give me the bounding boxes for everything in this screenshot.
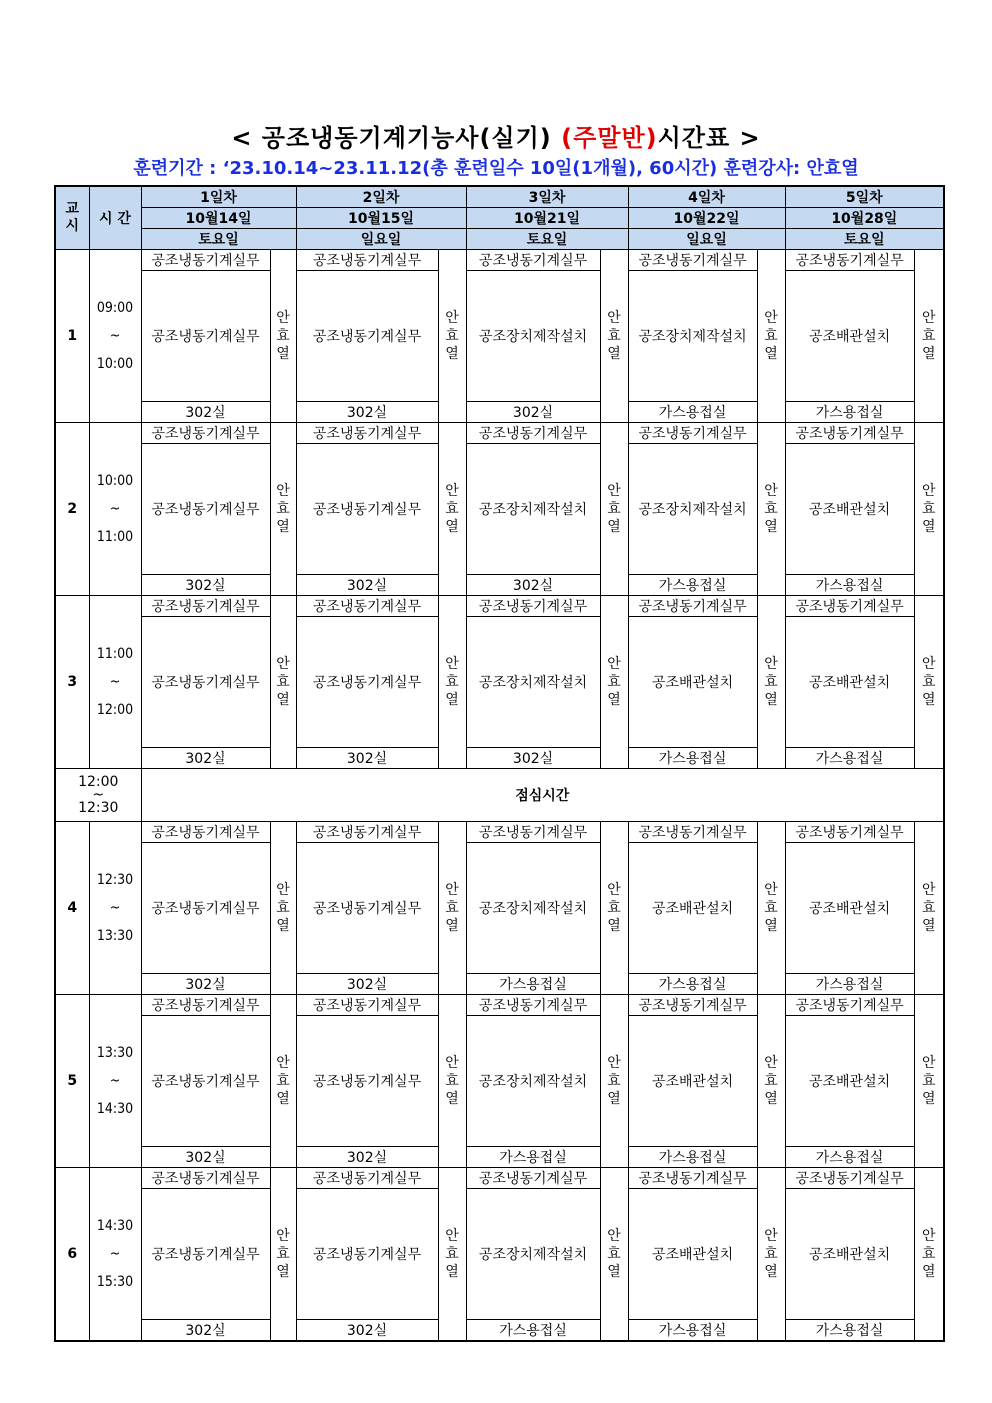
day-header-date: 10월22일	[628, 208, 785, 229]
period-header-label: 교시	[65, 201, 80, 234]
subject-category: 공조냉동기계실무	[785, 250, 914, 271]
time-end: 15:30	[96, 1274, 134, 1290]
subject-detail: 공조배관설치	[785, 1016, 914, 1147]
instructor-name	[270, 822, 296, 995]
instructor-vertical-text: 안효열	[764, 656, 778, 708]
subject-detail: 공조배관설치	[785, 1189, 914, 1320]
subject-detail: 공조장치제작설치	[628, 271, 757, 402]
room-name: 302실	[141, 748, 270, 769]
subject-category: 공조냉동기계실무	[466, 250, 600, 271]
subject-detail: 공조장치제작설치	[466, 1189, 600, 1320]
subject-category: 공조냉동기계실무	[141, 995, 270, 1016]
time-tilde: ~	[109, 501, 121, 517]
subject-category: 공조냉동기계실무	[466, 423, 600, 444]
subject-category: 공조냉동기계실무	[785, 822, 914, 843]
day-header-date: 10월28일	[785, 208, 944, 229]
day-header-weekday: 토요일	[141, 229, 296, 250]
instructor-name	[757, 596, 785, 769]
instructor-name	[600, 1168, 628, 1342]
room-name: 302실	[141, 575, 270, 596]
subject-detail: 공조장치제작설치	[466, 843, 600, 974]
instructor-vertical-text: 안효열	[764, 1055, 778, 1107]
instructor-vertical-text: 안효열	[922, 1055, 936, 1107]
instructor-name	[757, 995, 785, 1168]
room-name: 302실	[296, 748, 438, 769]
period-number: 6	[55, 1168, 89, 1342]
instructor-name	[438, 596, 466, 769]
instructor-name	[757, 822, 785, 995]
subject-category: 공조냉동기계실무	[466, 995, 600, 1016]
subject-category: 공조냉동기계실무	[785, 423, 914, 444]
instructor-vertical-text: 안효열	[445, 310, 459, 362]
room-name: 가스용접실	[785, 974, 914, 995]
subject-detail: 공조배관설치	[628, 1016, 757, 1147]
subject-detail: 공조냉동기계실무	[296, 1189, 438, 1320]
room-name: 302실	[141, 974, 270, 995]
subject-detail: 공조냉동기계실무	[141, 617, 270, 748]
room-name: 302실	[296, 1320, 438, 1342]
time-tilde: ~	[109, 1246, 121, 1262]
subject-detail: 공조냉동기계실무	[296, 444, 438, 575]
room-name: 302실	[466, 575, 600, 596]
room-name: 302실	[141, 1320, 270, 1342]
instructor-name	[600, 822, 628, 995]
subject-category: 공조냉동기계실무	[141, 1168, 270, 1189]
instructor-vertical-text: 안효열	[764, 1228, 778, 1280]
subject-detail: 공조냉동기계실무	[141, 1016, 270, 1147]
instructor-vertical-text: 안효열	[607, 882, 621, 934]
subject-detail: 공조배관설치	[785, 617, 914, 748]
subject-detail: 공조냉동기계실무	[141, 444, 270, 575]
day-header-date: 10월21일	[466, 208, 628, 229]
title-suffix: 시간표 >	[657, 124, 761, 152]
subject-category: 공조냉동기계실무	[141, 423, 270, 444]
subject-detail: 공조냉동기계실무	[296, 843, 438, 974]
instructor-vertical-text: 안효열	[607, 1228, 621, 1280]
subject-category: 공조냉동기계실무	[466, 822, 600, 843]
subject-category: 공조냉동기계실무	[296, 822, 438, 843]
room-name: 가스용접실	[785, 402, 914, 423]
instructor-name	[270, 250, 296, 423]
time-slot	[89, 250, 141, 423]
instructor-vertical-text: 안효열	[276, 1228, 290, 1280]
subject-detail: 공조장치제작설치	[466, 271, 600, 402]
instructor-vertical-text: 안효열	[922, 310, 936, 362]
instructor-vertical-text: 안효열	[922, 483, 936, 535]
day-header-date: 10월14일	[141, 208, 296, 229]
instructor-vertical-text: 안효열	[445, 1228, 459, 1280]
time-start: 11:00	[96, 646, 134, 662]
room-name: 가스용접실	[628, 1147, 757, 1168]
room-name: 가스용접실	[785, 575, 914, 596]
subject-category: 공조냉동기계실무	[141, 596, 270, 617]
instructor-vertical-text: 안효열	[276, 483, 290, 535]
subject-detail: 공조배관설치	[628, 843, 757, 974]
room-name: 가스용접실	[466, 974, 600, 995]
instructor-name	[438, 250, 466, 423]
time-tilde: ~	[109, 328, 121, 344]
instructor-name	[438, 1168, 466, 1342]
instructor-vertical-text: 안효열	[764, 310, 778, 362]
instructor-name	[438, 423, 466, 596]
subject-detail: 공조배관설치	[628, 1189, 757, 1320]
subject-category: 공조냉동기계실무	[785, 995, 914, 1016]
subject-detail: 공조장치제작설치	[466, 617, 600, 748]
subject-detail: 공조장치제작설치	[466, 444, 600, 575]
instructor-vertical-text: 안효열	[922, 1228, 936, 1280]
instructor-name	[914, 995, 944, 1168]
time-end: 10:00	[96, 356, 134, 372]
time-end: 12:00	[96, 702, 134, 718]
instructor-vertical-text: 안효열	[276, 1055, 290, 1107]
subject-category: 공조냉동기계실무	[628, 1168, 757, 1189]
instructor-vertical-text: 안효열	[922, 882, 936, 934]
instructor-vertical-text: 안효열	[607, 656, 621, 708]
instructor-name	[914, 596, 944, 769]
subject-detail: 공조장치제작설치	[628, 444, 757, 575]
subject-category: 공조냉동기계실무	[296, 596, 438, 617]
time-end: 11:00	[96, 529, 134, 545]
room-name: 302실	[296, 575, 438, 596]
instructor-name	[600, 423, 628, 596]
room-name: 302실	[296, 974, 438, 995]
time-slot	[89, 423, 141, 596]
period-number: 3	[55, 596, 89, 769]
day-header-weekday: 토요일	[785, 229, 944, 250]
subject-category: 공조냉동기계실무	[785, 1168, 914, 1189]
lunch-end: 12:30	[78, 800, 119, 816]
subject-category: 공조냉동기계실무	[466, 596, 600, 617]
room-name: 가스용접실	[628, 974, 757, 995]
training-period-subtitle: 훈련기간 : ‘23.10.14~23.11.12(총 훈련일수 10일(1개월), 60시간) 훈련강사: 안효열	[133, 158, 859, 179]
time-slot	[89, 822, 141, 995]
instructor-name	[914, 822, 944, 995]
timetable	[54, 185, 945, 1342]
subject-category: 공조냉동기계실무	[628, 995, 757, 1016]
time-start: 14:30	[96, 1218, 134, 1234]
room-name: 가스용접실	[785, 748, 914, 769]
subject-detail: 공조냉동기계실무	[141, 271, 270, 402]
subject-detail: 공조배관설치	[785, 843, 914, 974]
period-number: 1	[55, 250, 89, 423]
day-header-n: 1일차	[141, 186, 296, 208]
instructor-vertical-text: 안효열	[276, 310, 290, 362]
time-slot	[89, 995, 141, 1168]
subject-detail: 공조배관설치	[628, 617, 757, 748]
room-name: 가스용접실	[785, 1147, 914, 1168]
time-start: 10:00	[96, 473, 134, 489]
time-end: 14:30	[96, 1101, 134, 1117]
day-header-n: 5일차	[785, 186, 944, 208]
title-prefix: < 공조냉동기계기능사(실기)	[231, 124, 562, 152]
instructor-name	[438, 822, 466, 995]
room-name: 가스용접실	[628, 1320, 757, 1342]
time-start: 12:30	[96, 872, 134, 888]
instructor-vertical-text: 안효열	[445, 882, 459, 934]
subject-category: 공조냉동기계실무	[296, 995, 438, 1016]
subject-detail: 공조냉동기계실무	[141, 843, 270, 974]
instructor-vertical-text: 안효열	[607, 1055, 621, 1107]
subject-detail: 공조배관설치	[785, 271, 914, 402]
instructor-vertical-text: 안효열	[276, 656, 290, 708]
time-start: 13:30	[96, 1045, 134, 1061]
subject-category: 공조냉동기계실무	[628, 423, 757, 444]
day-header-date: 10월15일	[296, 208, 466, 229]
period-header	[55, 186, 89, 250]
period-number: 5	[55, 995, 89, 1168]
instructor-vertical-text: 안효열	[445, 483, 459, 535]
subject-detail: 공조장치제작설치	[466, 1016, 600, 1147]
instructor-vertical-text: 안효열	[764, 882, 778, 934]
page-title	[0, 118, 992, 153]
room-name: 가스용접실	[466, 1320, 600, 1342]
subject-category: 공조냉동기계실무	[296, 423, 438, 444]
instructor-name	[270, 995, 296, 1168]
instructor-name	[757, 250, 785, 423]
subject-category: 공조냉동기계실무	[628, 822, 757, 843]
time-slot	[89, 1168, 141, 1342]
time-start: 09:00	[96, 300, 134, 316]
subject-detail: 공조배관설치	[785, 444, 914, 575]
instructor-name	[438, 995, 466, 1168]
room-name: 302실	[466, 402, 600, 423]
instructor-name	[600, 596, 628, 769]
day-header-weekday: 토요일	[466, 229, 628, 250]
subject-category: 공조냉동기계실무	[628, 250, 757, 271]
subject-detail: 공조냉동기계실무	[296, 1016, 438, 1147]
instructor-vertical-text: 안효열	[922, 656, 936, 708]
day-header-n: 2일차	[296, 186, 466, 208]
period-number: 2	[55, 423, 89, 596]
instructor-name	[914, 250, 944, 423]
subject-category: 공조냉동기계실무	[296, 250, 438, 271]
time-tilde: ~	[109, 900, 121, 916]
subject-category: 공조냉동기계실무	[141, 250, 270, 271]
instructor-name	[270, 596, 296, 769]
instructor-name	[914, 423, 944, 596]
instructor-name	[270, 1168, 296, 1342]
room-name: 302실	[466, 748, 600, 769]
room-name: 302실	[141, 402, 270, 423]
period-number: 4	[55, 822, 89, 995]
room-name: 302실	[141, 1147, 270, 1168]
subject-category: 공조냉동기계실무	[141, 822, 270, 843]
title-highlight: (주말반)	[561, 124, 658, 152]
time-end: 13:30	[96, 928, 134, 944]
day-header-n: 3일차	[466, 186, 628, 208]
subject-detail: 공조냉동기계실무	[141, 1189, 270, 1320]
instructor-name	[914, 1168, 944, 1342]
subject-category: 공조냉동기계실무	[296, 1168, 438, 1189]
time-header: 시 간	[89, 186, 141, 250]
instructor-name	[757, 1168, 785, 1342]
instructor-name	[757, 423, 785, 596]
subject-category: 공조냉동기계실무	[785, 596, 914, 617]
instructor-vertical-text: 안효열	[764, 483, 778, 535]
instructor-name	[270, 423, 296, 596]
instructor-vertical-text: 안효열	[607, 483, 621, 535]
instructor-vertical-text: 안효열	[445, 1055, 459, 1107]
room-name: 가스용접실	[628, 575, 757, 596]
time-tilde: ~	[109, 674, 121, 690]
day-header-weekday: 일요일	[296, 229, 466, 250]
room-name: 가스용접실	[785, 1320, 914, 1342]
day-header-n: 4일차	[628, 186, 785, 208]
instructor-name	[600, 995, 628, 1168]
day-header-weekday: 일요일	[628, 229, 785, 250]
instructor-vertical-text: 안효열	[445, 656, 459, 708]
subject-category: 공조냉동기계실무	[628, 596, 757, 617]
lunch-time: 12:00 ~ 12:30	[55, 769, 141, 822]
room-name: 302실	[296, 1147, 438, 1168]
instructor-vertical-text: 안효열	[276, 882, 290, 934]
subject-detail: 공조냉동기계실무	[296, 617, 438, 748]
lunch-start: 12:00	[78, 774, 119, 790]
time-tilde: ~	[109, 1073, 121, 1089]
room-name: 302실	[296, 402, 438, 423]
time-slot	[89, 596, 141, 769]
instructor-vertical-text: 안효열	[607, 310, 621, 362]
instructor-name	[600, 250, 628, 423]
subject-detail: 공조냉동기계실무	[296, 271, 438, 402]
room-name: 가스용접실	[628, 748, 757, 769]
subject-category: 공조냉동기계실무	[466, 1168, 600, 1189]
room-name: 가스용접실	[466, 1147, 600, 1168]
lunch-label: 점심시간	[141, 769, 944, 822]
room-name: 가스용접실	[628, 402, 757, 423]
